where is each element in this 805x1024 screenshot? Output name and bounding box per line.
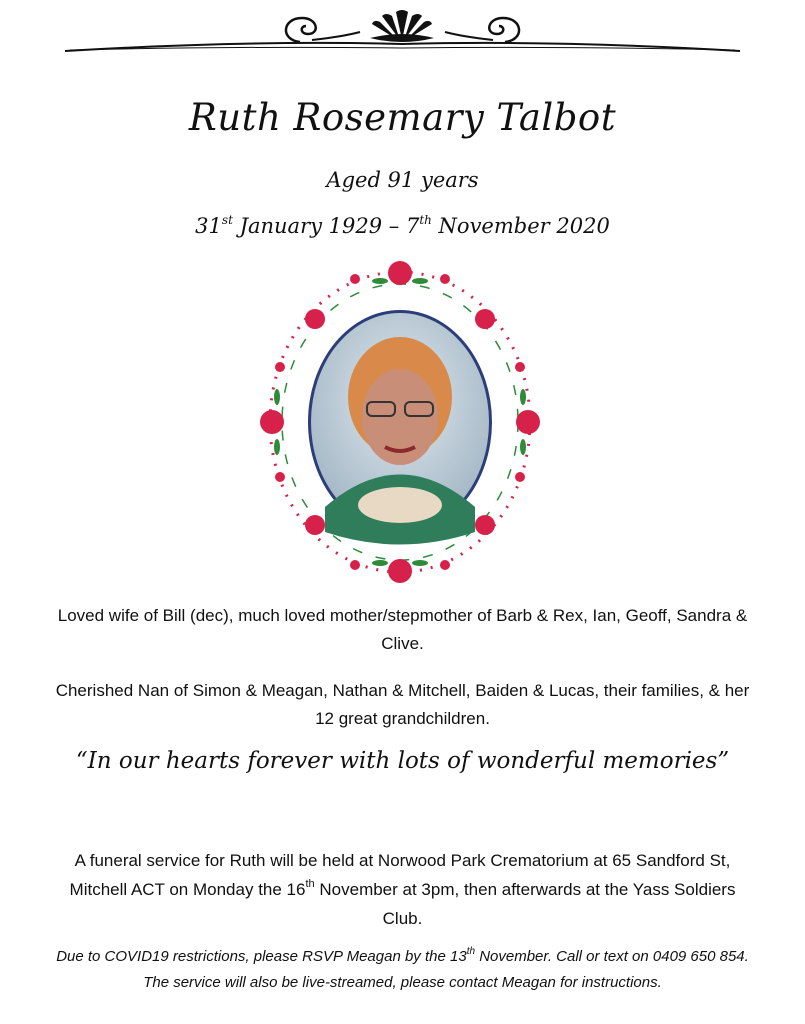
death-rest: November 2020 bbox=[431, 214, 610, 238]
service-text-1: A funeral service for Ruth will be held at Norwood Park Crematorium at 65 Sandford St, Mitchell ACT on Monday the 16 bbox=[69, 851, 731, 899]
life-dates bbox=[0, 213, 805, 238]
flourish-ornament-icon bbox=[0, 0, 805, 60]
age-line: Aged 91 years bbox=[326, 168, 479, 192]
deceased-name: Ruth Rosemary Talbot bbox=[188, 96, 617, 139]
service-text-2: November at 3pm, then afterwards at the Yass Soldiers Club. bbox=[314, 880, 736, 928]
family-paragraph-1: Loved wife of Bill (dec), much loved mother/stepmother of Barb & Rex, Ian, Geoff, Sandra & Clive. bbox=[57, 606, 748, 653]
rsvp-details bbox=[55, 944, 750, 996]
rsvp-text-1: Due to COVID19 restrictions, please RSVP Meagan by the 13 bbox=[56, 948, 467, 965]
birth-rest: January 1929 – 7 bbox=[232, 214, 420, 238]
memorial-quote: “In our hearts forever with lots of wonderful memories” bbox=[75, 748, 730, 774]
family-paragraph-2: Cherished Nan of Simon & Meagan, Nathan & Mitchell, Baiden & Lucas, their families, & her 12 great grandchildren. bbox=[55, 681, 750, 728]
rsvp-suffix: th bbox=[466, 946, 476, 957]
service-suffix: th bbox=[305, 878, 315, 890]
portrait-frame bbox=[255, 257, 545, 587]
death-suffix: th bbox=[419, 213, 432, 227]
service-details bbox=[50, 846, 755, 933]
rsvp-text-2: November. Call or text on 0409 650 854. The service will also be live-streamed, please contact Meagan for instructions. bbox=[143, 948, 749, 991]
birth-day: 31 bbox=[195, 214, 222, 238]
birth-suffix: st bbox=[221, 213, 233, 227]
